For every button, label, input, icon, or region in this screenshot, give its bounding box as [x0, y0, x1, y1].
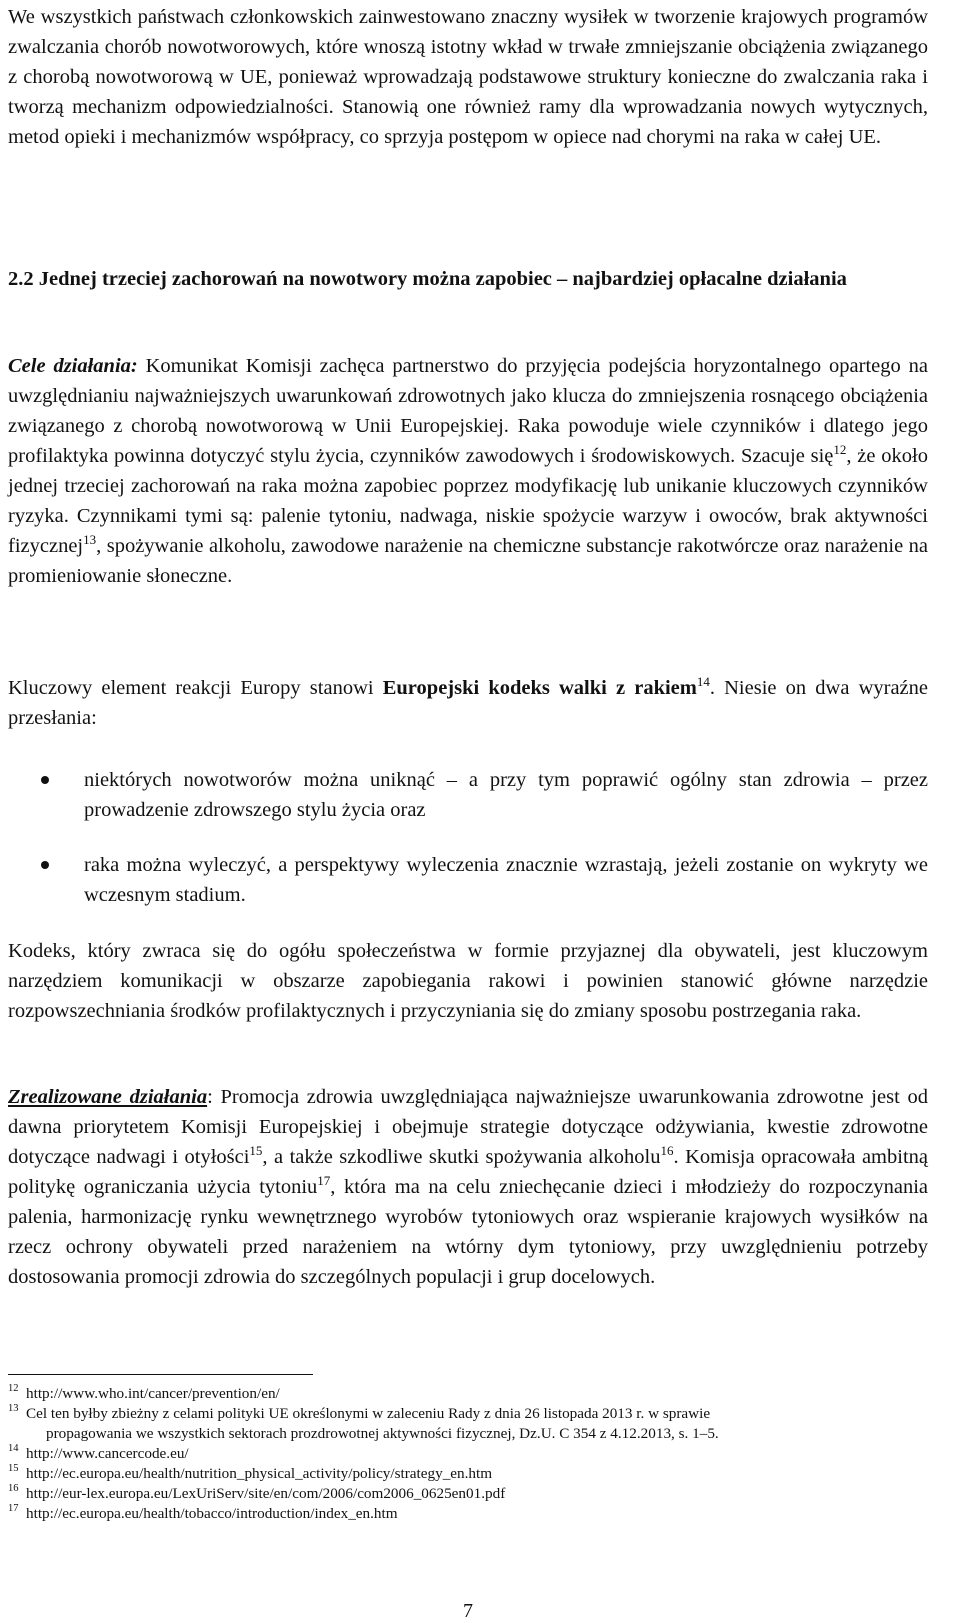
kodeks-title: Europejski kodeks walki z rakiem: [382, 677, 697, 699]
footnote-number: 14: [8, 1443, 19, 1454]
footnote-17: [8, 1504, 928, 1524]
intro-paragraph: We wszystkich państwach członkowskich zainwestowano znaczny wysiłek w tworzenie krajowych programów zwalczania chorób nowotworowych, które wnoszą istotny wkład w trwałe zmniejszanie obciążenia związanego z chorobą nowotworową w UE, ponieważ wprowadzają podstawowe struktury konieczne do zwalczania raka i tworzą mechanizm odpowiedzialności. Stanowią one również ramy dla wprowadzania nowych wytycznych, metod opieki i mechanizmów współpracy, co sprzyja postępom w opiece nad chorymi na raka w całej UE.: [8, 6, 928, 148]
footnote-link[interactable]: http://ec.europa.eu/health/nutrition_physical_activity/policy/strategy_en.htm: [26, 1465, 493, 1482]
cele-text-1: Komunikat Komisji zachęca partnerstwo do przyjęcia podejścia horyzontalnego opartego na uwzględnianiu najważniejszych uwarunkowań zdrowotnych jako klucza do zmniejszenia rosnącego obciążenia związanego z chorobą nowotworową w Unii Europejskiej. Raka powoduje wiele czynników i dlatego jego profilaktyka powinna dotyczyć stylu życia, czynników zawodowych i środowiskowych. Szacuje się: [8, 355, 928, 467]
footnote-ref-17[interactable]: 17: [317, 1173, 331, 1189]
footnote-number: 12: [8, 1383, 19, 1394]
zrealizowane-colon: :: [207, 1086, 213, 1108]
footnotes: [8, 1384, 928, 1524]
bullet-text: raka można wyleczyć, a perspektywy wyleczenia znacznie wzrastają, jeżeli zostanie on wykryty we wczesnym stadium.: [84, 854, 928, 906]
footnote-link[interactable]: http://eur-lex.europa.eu/LexUriServ/site/en/com/2006/com2006_0625en01.pdf: [26, 1485, 506, 1502]
footnote-link[interactable]: http://www.who.int/cancer/prevention/en/: [26, 1385, 280, 1402]
footnote-link[interactable]: http://www.cancercode.eu/: [26, 1445, 189, 1462]
zrealizowane-text-1: Promocja zdrowia uwzględniająca najważniejsze uwarunkowania zdrowotne jest od dawna priorytetem Komisji Europejskiej i obejmuje strategie dotyczące odżywiania, kwestie zdrowotne dotyczące nadwagi i otyłości: [8, 1086, 928, 1168]
zrealizowane-label: Zrealizowane działania: [8, 1086, 208, 1108]
footnote-ref-14[interactable]: 14: [696, 674, 710, 690]
footnote-number: 15: [8, 1463, 19, 1474]
footnote-number: 16: [8, 1483, 19, 1494]
zrealizowane-text-2: , a także szkodliwe skutki spożywania alkoholu: [262, 1146, 661, 1168]
footnote-12: [8, 1384, 928, 1404]
footnote-16: [8, 1484, 928, 1504]
footnote-ref-12[interactable]: 12: [833, 442, 847, 458]
cele-paragraph: [8, 351, 928, 591]
bullet-text: niektórych nowotworów można uniknąć – a przy tym poprawić ogólny stan zdrowia – przez prowadzenie zdrowszego stylu życia oraz: [84, 769, 928, 821]
footnote-link[interactable]: http://ec.europa.eu/health/tobacco/introduction/index_en.htm: [26, 1505, 398, 1522]
footnote-number: 13: [8, 1403, 19, 1414]
kluczowy-text-1: Kluczowy element reakcji Europy stanowi: [8, 677, 383, 699]
footnote-text-continued: propagowania we wszystkich sektorach prozdrowotnej aktywności fizycznej, Dz.U. C 354 z 4.12.2013, s. 1–5.: [46, 1425, 719, 1442]
footnote-13: [8, 1404, 928, 1444]
footnote-15: [8, 1464, 928, 1484]
cele-text-2: , że około jednej trzeciej zachorowań na raka można zapobiec poprzez modyfikację lub unikanie kluczowych czynników ryzyka. Czynnikami tymi są: palenie tytoniu, nadwaga, niskie spożycie warzyw i owoców, brak aktywności fizycznej: [8, 445, 928, 557]
footnote-text: Cel ten byłby zbieżny z celami polityki UE określonymi w zaleceniu Rady z dnia 26 listopada 2013 r. w sprawie: [26, 1405, 711, 1422]
bullet-icon: [41, 776, 49, 784]
footnote-ref-13[interactable]: 13: [83, 532, 97, 548]
footnote-ref-16[interactable]: 16: [660, 1143, 674, 1159]
zrealizowane-text-4: , która ma na celu zniechęcanie dzieci i młodzieży do rozpoczynania palenia, harmonizację rynku wewnętrznego wyrobów tytoniowych oraz wspieranie krajowych wysiłków na rzecz ochrony obywateli przed narażeniem na wtórny dym tytoniowy, przy uwzględnieniu potrzeby dostosowania promocji zdrowia do szczególnych populacji i grup docelowych.: [8, 1176, 928, 1288]
footnote-separator: [8, 1374, 313, 1375]
zrealizowane-paragraph: [8, 1082, 928, 1292]
cele-text-3: , spożywanie alkoholu, zawodowe narażenie na chemiczne substancje rakotwórcze oraz narażenie na promieniowanie słoneczne.: [8, 535, 928, 587]
kluczowy-text-2: . Niesie on dwa wyraźne przesłania:: [8, 677, 928, 729]
cele-label: Cele działania:: [8, 355, 138, 377]
kodeks-paragraph: Kodeks, który zwraca się do ogółu społeczeństwa w formie przyjaznej dla obywateli, jest kluczowym narzędziem komunikacji w obszarze zapobiegania rakowi i powinien stanowić główne narzędzie rozpowszechniania środków profilaktycznych i przyczyniania się do zmiany sposobu postrzegania raka.: [8, 940, 928, 1022]
footnote-ref-15[interactable]: 15: [249, 1143, 263, 1159]
kluczowy-paragraph: [8, 673, 928, 733]
footnote-number: 17: [8, 1503, 19, 1514]
page-number: 7: [463, 1600, 473, 1622]
zrealizowane-text-3: . Komisja opracowała ambitną politykę ograniczania użycia tytoniu: [8, 1146, 928, 1198]
footnote-14: [8, 1444, 928, 1464]
section-heading: 2.2 Jednej trzeciej zachorowań na nowotwory można zapobiec – najbardziej opłacalne działania: [8, 268, 847, 290]
bullet-icon: [41, 861, 49, 869]
